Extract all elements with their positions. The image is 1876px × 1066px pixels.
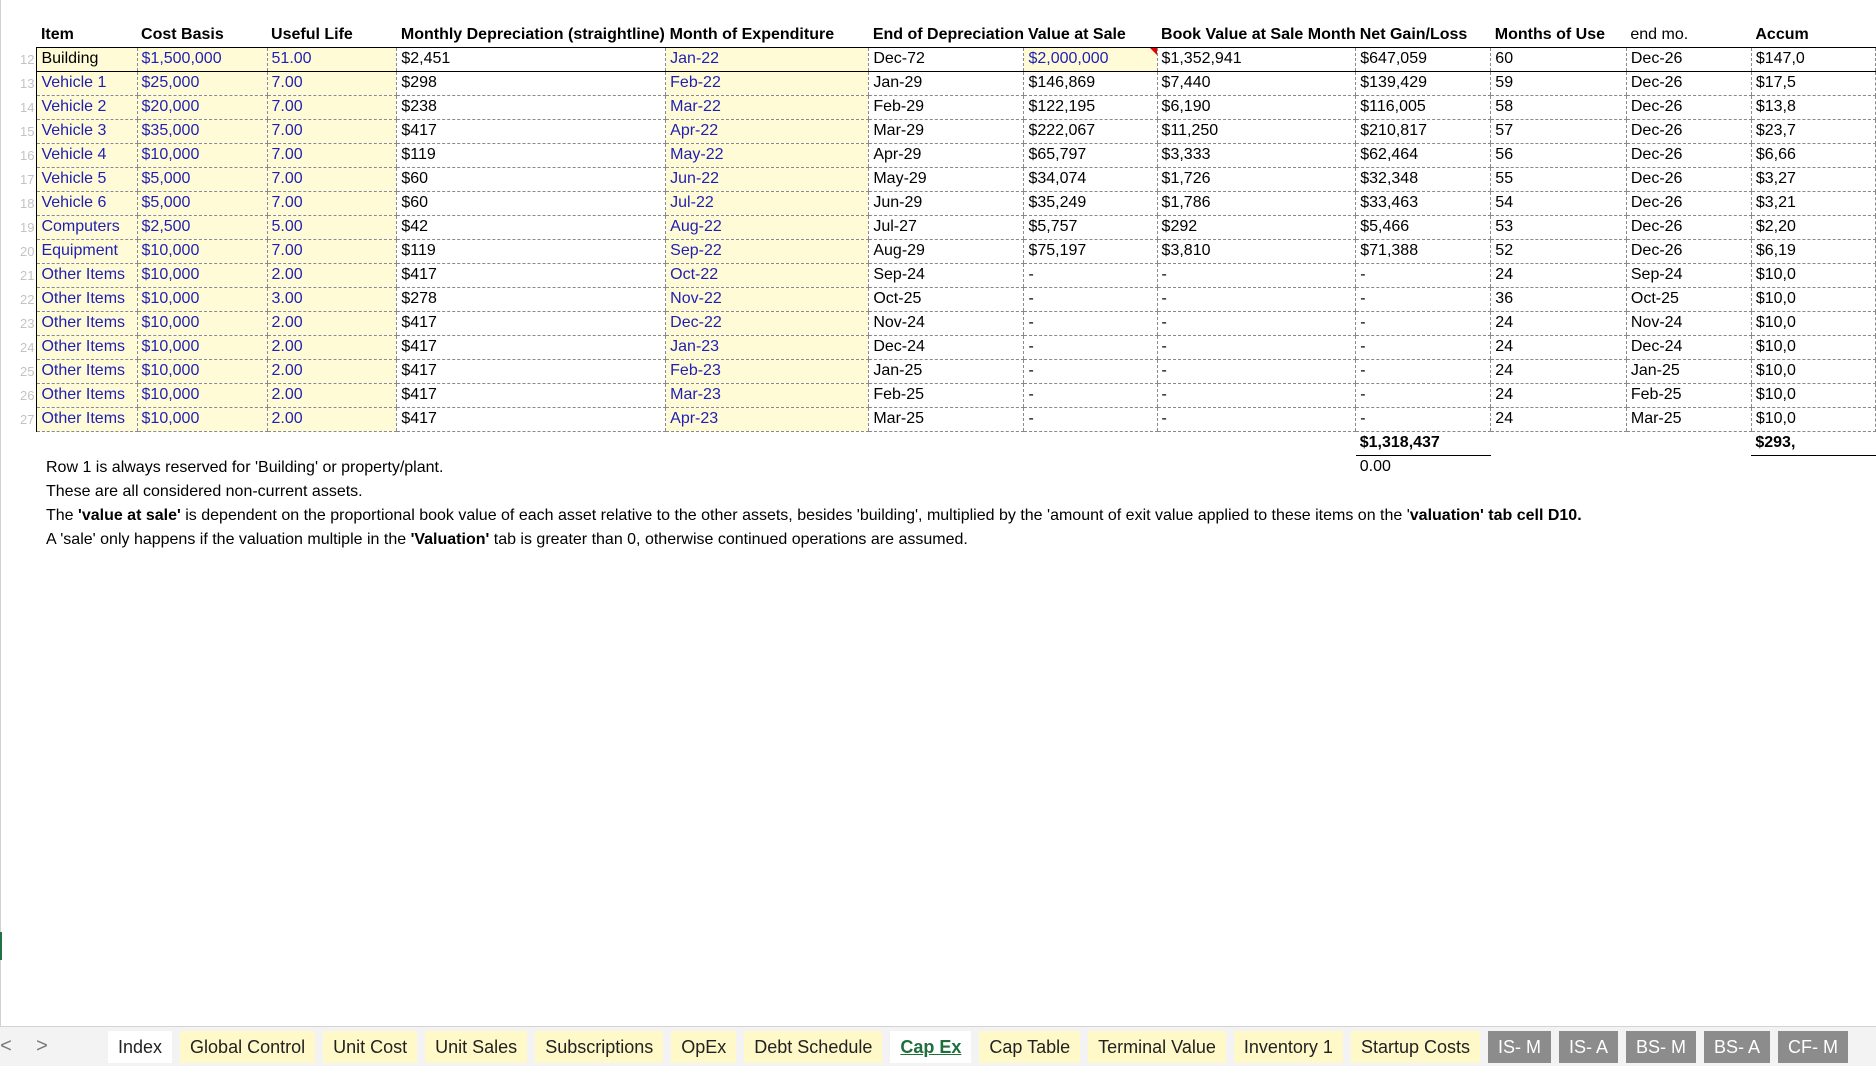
tab-unit-cost[interactable]: Unit Cost (323, 1031, 417, 1063)
note-line-3 (46, 507, 1582, 525)
cell-month-of-expenditure[interactable]: Apr-22 (666, 119, 869, 143)
cell-value-at-sale[interactable]: $5,757 (1024, 215, 1157, 239)
header-end-of-depreciation[interactable]: End of Depreciation (869, 23, 1024, 47)
cell-end-of-depreciation[interactable]: Apr-29 (869, 143, 1024, 167)
cell-useful-life[interactable]: 2.00 (267, 263, 397, 287)
cell-book-value-at-sale[interactable]: $11,250 (1157, 119, 1356, 143)
tab-scroll-left-button[interactable]: < (0, 1035, 12, 1057)
row-number: 18 (19, 195, 35, 211)
cell-book-value-at-sale[interactable]: $1,352,941 (1157, 47, 1356, 71)
cell-months-of-use[interactable]: 58 (1491, 95, 1627, 119)
cell-useful-life[interactable]: 2.00 (267, 407, 397, 431)
cell-monthly-depreciation[interactable]: $238 (397, 95, 666, 119)
cell-item[interactable]: Other Items (37, 383, 137, 407)
cell-months-of-use[interactable]: 56 (1491, 143, 1627, 167)
row-number (0, 431, 37, 455)
cell-end-of-depreciation[interactable]: May-29 (869, 167, 1024, 191)
cell-net-gain-loss[interactable]: $647,059 (1356, 47, 1491, 71)
total-empty-cell[interactable] (37, 431, 137, 455)
cell-end-month[interactable]: Jan-25 (1626, 359, 1751, 383)
table-row (0, 335, 1876, 359)
header-months-of-use[interactable]: Months of Use (1491, 23, 1627, 47)
cell-months-of-use[interactable]: 24 (1491, 359, 1627, 383)
cell-item[interactable]: Other Items (37, 407, 137, 431)
cell-month-of-expenditure[interactable]: Jan-23 (666, 335, 869, 359)
cell-value-at-sale[interactable]: - (1024, 359, 1157, 383)
total-empty-cell[interactable] (869, 431, 1024, 455)
cell-value-at-sale[interactable]: $2,000,000 (1024, 47, 1157, 71)
cell-monthly-depreciation[interactable]: $60 (397, 167, 666, 191)
cell-value-at-sale[interactable]: - (1024, 335, 1157, 359)
table-row (0, 95, 1876, 119)
table-row (0, 311, 1876, 335)
cell-cost-basis[interactable]: $35,000 (137, 119, 267, 143)
cell-book-value-at-sale[interactable]: - (1157, 311, 1356, 335)
cell-end-month[interactable]: Sep-24 (1626, 263, 1751, 287)
cell-net-gain-loss[interactable]: $62,464 (1356, 143, 1491, 167)
cell-book-value-at-sale[interactable]: - (1157, 407, 1356, 431)
cell-end-of-depreciation[interactable]: Dec-24 (869, 335, 1024, 359)
check-value[interactable]: 0.00 (1359, 458, 1391, 476)
cell-cost-basis[interactable]: $10,000 (137, 143, 267, 167)
cell-useful-life[interactable]: 7.00 (267, 239, 397, 263)
cell-book-value-at-sale[interactable]: - (1157, 287, 1356, 311)
row-number: 19 (19, 219, 35, 235)
cell-end-month[interactable]: Dec-26 (1626, 47, 1751, 71)
tab-index[interactable]: Index (108, 1031, 172, 1063)
capex-table (0, 23, 1876, 479)
cell-item[interactable]: Vehicle 4 (37, 143, 137, 167)
total-empty-cell[interactable] (137, 431, 267, 455)
cell-monthly-depreciation[interactable]: $417 (397, 383, 666, 407)
header-book-value-at-sale[interactable]: Book Value at Sale Month (1157, 23, 1356, 47)
note-4-part-a: A 'sale' only happens if the valuation multiple in the (46, 531, 411, 548)
cell-cost-basis[interactable]: $5,000 (137, 191, 267, 215)
cell-value-at-sale[interactable]: $122,195 (1024, 95, 1157, 119)
cell-accumulated[interactable]: $10,0 (1751, 311, 1875, 335)
total-empty-cell[interactable] (1626, 431, 1751, 455)
total-empty-cell[interactable] (267, 431, 397, 455)
row-number: 14 (19, 99, 35, 115)
table-row (0, 167, 1876, 191)
cell-end-month[interactable]: Dec-24 (1626, 335, 1751, 359)
cell-accumulated[interactable]: $3,21 (1751, 191, 1875, 215)
row-number (0, 23, 37, 47)
tab-bs-a[interactable]: BS- A (1704, 1031, 1770, 1063)
empty-cell[interactable] (1024, 455, 1157, 479)
cell-months-of-use[interactable]: 59 (1491, 71, 1627, 95)
cell-monthly-depreciation[interactable]: $417 (397, 359, 666, 383)
cell-end-of-depreciation[interactable]: Mar-29 (869, 119, 1024, 143)
cell-end-month[interactable]: Dec-26 (1626, 167, 1751, 191)
row-number: 26 (19, 387, 35, 403)
cell-month-of-expenditure[interactable]: Sep-22 (666, 239, 869, 263)
cell-months-of-use[interactable]: 24 (1491, 311, 1627, 335)
cell-value-at-sale[interactable]: $34,074 (1024, 167, 1157, 191)
sheet-tab-bar (0, 1026, 1876, 1066)
cell-month-of-expenditure[interactable]: Dec-22 (666, 311, 869, 335)
cell-book-value-at-sale[interactable]: $1,726 (1157, 167, 1356, 191)
cell-end-month[interactable]: Dec-26 (1626, 71, 1751, 95)
tab-cap-ex[interactable]: Cap Ex (890, 1031, 971, 1063)
cell-book-value-at-sale[interactable]: - (1157, 263, 1356, 287)
cell-month-of-expenditure[interactable]: Jan-22 (666, 47, 869, 71)
note-3-part-c: is dependent on the proportional book value of each asset relative to the other assets, besides 'building', multiplied by the 'amount of exit value applied to these items on the ' (180, 507, 1410, 524)
header-cost-basis[interactable]: Cost Basis (137, 23, 267, 47)
cell-value-at-sale[interactable]: $222,067 (1024, 119, 1157, 143)
cell-months-of-use[interactable]: 24 (1491, 407, 1627, 431)
row-number: 17 (19, 171, 35, 187)
cell-item[interactable]: Vehicle 6 (37, 191, 137, 215)
note-4-emphasis-valuation: 'Valuation' (410, 531, 490, 548)
cell-item[interactable]: Vehicle 3 (37, 119, 137, 143)
tab-global-control[interactable]: Global Control (180, 1031, 315, 1063)
tab-debt-schedule[interactable]: Debt Schedule (744, 1031, 882, 1063)
cell-accumulated[interactable]: $6,66 (1751, 143, 1875, 167)
note-3-emphasis-value-at-sale: 'value at sale' (78, 507, 181, 524)
header-monthly-depreciation[interactable]: Monthly Depreciation (straightline) (397, 23, 666, 47)
cell-item[interactable]: Equipment (37, 239, 137, 263)
cell-useful-life[interactable]: 7.00 (267, 143, 397, 167)
tab-is-a[interactable]: IS- A (1559, 1031, 1618, 1063)
cell-end-of-depreciation[interactable]: Jan-25 (869, 359, 1024, 383)
cell-monthly-depreciation[interactable]: $417 (397, 119, 666, 143)
table-row (0, 239, 1876, 263)
cell-monthly-depreciation[interactable]: $60 (397, 191, 666, 215)
cell-value-at-sale[interactable]: - (1024, 311, 1157, 335)
cell-cost-basis[interactable]: $5,000 (137, 167, 267, 191)
cell-accumulated[interactable]: $10,0 (1751, 359, 1875, 383)
cell-cost-basis[interactable]: $1,500,000 (137, 47, 267, 71)
cell-item[interactable]: Vehicle 2 (37, 95, 137, 119)
header-net-gain-loss[interactable]: Net Gain/Loss (1356, 23, 1491, 47)
cell-item[interactable]: Other Items (37, 359, 137, 383)
cell-months-of-use[interactable]: 53 (1491, 215, 1627, 239)
row-number: 16 (19, 147, 35, 163)
totals-row (0, 431, 1876, 455)
note-3-emphasis-valuation-cell: valuation' tab cell D10. (1409, 507, 1582, 524)
cell-useful-life[interactable]: 3.00 (267, 287, 397, 311)
cell-useful-life[interactable]: 7.00 (267, 71, 397, 95)
cell-item[interactable]: Vehicle 1 (37, 71, 137, 95)
header-item[interactable]: Item (37, 23, 137, 47)
cell-accumulated[interactable]: $10,0 (1751, 407, 1875, 431)
cell-item[interactable]: Other Items (37, 311, 137, 335)
cell-useful-life[interactable]: 7.00 (267, 119, 397, 143)
cell-cost-basis[interactable]: $2,500 (137, 215, 267, 239)
tab-bs-m[interactable]: BS- M (1626, 1031, 1696, 1063)
cell-month-of-expenditure[interactable]: Aug-22 (666, 215, 869, 239)
table-row (0, 143, 1876, 167)
tab-unit-sales[interactable]: Unit Sales (425, 1031, 527, 1063)
cell-monthly-depreciation[interactable]: $417 (397, 263, 666, 287)
cell-end-of-depreciation[interactable]: Feb-29 (869, 95, 1024, 119)
cell-accumulated[interactable]: $23,7 (1751, 119, 1875, 143)
note-line-2: These are all considered non-current assets. (46, 483, 363, 500)
cell-book-value-at-sale[interactable]: - (1157, 335, 1356, 359)
cell-accumulated[interactable]: $2,20 (1751, 215, 1875, 239)
cell-end-of-depreciation[interactable]: Mar-25 (869, 407, 1024, 431)
cell-month-of-expenditure[interactable]: Jun-22 (666, 167, 869, 191)
table-row (0, 71, 1876, 95)
cell-item[interactable]: Vehicle 5 (37, 167, 137, 191)
cell-useful-life[interactable]: 2.00 (267, 311, 397, 335)
cell-value-at-sale[interactable]: $35,249 (1024, 191, 1157, 215)
cell-value-at-sale[interactable]: $146,869 (1024, 71, 1157, 95)
cell-cost-basis[interactable]: $10,000 (137, 335, 267, 359)
tab-is-m[interactable]: IS- M (1488, 1031, 1551, 1063)
cell-value-at-sale[interactable]: - (1024, 263, 1157, 287)
table-row (0, 215, 1876, 239)
cell-monthly-depreciation[interactable]: $2,451 (397, 47, 666, 71)
note-line-1: Row 1 is always reserved for 'Building' or property/plant. (46, 459, 444, 476)
tab-cf-m[interactable]: CF- M (1778, 1031, 1848, 1063)
cell-monthly-depreciation[interactable]: $278 (397, 287, 666, 311)
cell-months-of-use[interactable]: 24 (1491, 335, 1627, 359)
cell-cost-basis[interactable]: $10,000 (137, 407, 267, 431)
cell-months-of-use[interactable]: 60 (1491, 47, 1627, 71)
table-row (0, 191, 1876, 215)
cell-month-of-expenditure[interactable]: Oct-22 (666, 263, 869, 287)
row-number: 23 (19, 315, 35, 331)
cell-end-month[interactable]: Dec-26 (1626, 239, 1751, 263)
row-number: 21 (19, 267, 35, 283)
cell-useful-life[interactable]: 7.00 (267, 191, 397, 215)
cell-accumulated[interactable]: $13,8 (1751, 95, 1875, 119)
empty-cell[interactable] (1626, 455, 1751, 479)
total-empty-cell[interactable] (1024, 431, 1157, 455)
cell-book-value-at-sale[interactable]: $6,190 (1157, 95, 1356, 119)
total-net-gain[interactable]: $1,318,437 (1356, 431, 1491, 455)
row-number: 15 (19, 123, 35, 139)
table-row (0, 47, 1876, 71)
row-number: 13 (19, 75, 35, 91)
cell-end-month[interactable]: Dec-26 (1626, 191, 1751, 215)
cell-net-gain-loss[interactable]: $32,348 (1356, 167, 1491, 191)
cell-book-value-at-sale[interactable]: $3,810 (1157, 239, 1356, 263)
cell-cost-basis[interactable]: $10,000 (137, 263, 267, 287)
cell-end-month[interactable]: Dec-26 (1626, 95, 1751, 119)
cell-value-at-sale[interactable]: - (1024, 287, 1157, 311)
row-number: 24 (19, 339, 35, 355)
cell-accumulated[interactable]: $6,19 (1751, 239, 1875, 263)
cell-end-month[interactable]: Dec-26 (1626, 119, 1751, 143)
cell-accumulated[interactable]: $10,0 (1751, 335, 1875, 359)
cell-months-of-use[interactable]: 52 (1491, 239, 1627, 263)
row-number: 22 (19, 291, 35, 307)
cell-accumulated[interactable]: $10,0 (1751, 263, 1875, 287)
empty-cell[interactable] (666, 455, 869, 479)
row-number: 27 (19, 411, 35, 427)
cell-net-gain-loss[interactable]: $116,005 (1356, 95, 1491, 119)
cell-useful-life[interactable]: 51.00 (267, 47, 397, 71)
table-row (0, 383, 1876, 407)
cell-end-month[interactable]: Nov-24 (1626, 311, 1751, 335)
cell-useful-life[interactable]: 7.00 (267, 167, 397, 191)
cell-net-gain-loss[interactable]: $71,388 (1356, 239, 1491, 263)
cell-useful-life[interactable]: 7.00 (267, 95, 397, 119)
cell-end-of-depreciation[interactable]: Jul-27 (869, 215, 1024, 239)
tab-opex[interactable]: OpEx (671, 1031, 736, 1063)
cell-cost-basis[interactable]: $10,000 (137, 239, 267, 263)
cell-net-gain-loss[interactable]: - (1356, 311, 1491, 335)
cell-end-of-depreciation[interactable]: Dec-72 (869, 47, 1024, 71)
cell-useful-life[interactable]: 2.00 (267, 335, 397, 359)
cell-cost-basis[interactable]: $20,000 (137, 95, 267, 119)
note-3-part-a: The (46, 507, 79, 524)
total-empty-cell[interactable] (666, 431, 869, 455)
cell-cost-basis[interactable]: $10,000 (137, 383, 267, 407)
total-empty-cell[interactable] (397, 431, 666, 455)
cell-months-of-use[interactable]: 55 (1491, 167, 1627, 191)
tab-inventory-1[interactable]: Inventory 1 (1234, 1031, 1343, 1063)
cell-book-value-at-sale[interactable]: $1,786 (1157, 191, 1356, 215)
selection-marker (0, 932, 2, 960)
header-row (0, 23, 1876, 47)
row-number: 12 (19, 51, 35, 67)
empty-cell[interactable] (1491, 455, 1627, 479)
cell-monthly-depreciation[interactable]: $298 (397, 71, 666, 95)
cell-end-month[interactable]: Dec-26 (1626, 215, 1751, 239)
cell-end-of-depreciation[interactable]: Sep-24 (869, 263, 1024, 287)
sheet-tabs (108, 1031, 1856, 1063)
cell-item[interactable]: Other Items (37, 263, 137, 287)
cell-cost-basis[interactable]: $10,000 (137, 311, 267, 335)
cell-accumulated[interactable]: $10,0 (1751, 383, 1875, 407)
cell-end-month[interactable]: Dec-26 (1626, 143, 1751, 167)
cell-net-gain-loss[interactable]: $139,429 (1356, 71, 1491, 95)
cell-monthly-depreciation[interactable]: $417 (397, 407, 666, 431)
cell-cost-basis[interactable]: $10,000 (137, 359, 267, 383)
header-value-at-sale[interactable]: Value at Sale (1024, 23, 1157, 47)
cell-end-of-depreciation[interactable]: Jan-29 (869, 71, 1024, 95)
cell-month-of-expenditure[interactable]: Nov-22 (666, 287, 869, 311)
cell-monthly-depreciation[interactable]: $119 (397, 143, 666, 167)
cell-end-of-depreciation[interactable]: Feb-25 (869, 383, 1024, 407)
cell-net-gain-loss[interactable]: - (1356, 359, 1491, 383)
tab-cap-table[interactable]: Cap Table (979, 1031, 1080, 1063)
cell-item[interactable]: Building (37, 47, 137, 71)
cell-accumulated[interactable]: $3,27 (1751, 167, 1875, 191)
header-end-month[interactable]: end mo. (1626, 23, 1751, 47)
comment-indicator-icon[interactable] (1150, 48, 1157, 55)
cell-end-month[interactable]: Mar-25 (1626, 407, 1751, 431)
cell-months-of-use[interactable]: 24 (1491, 263, 1627, 287)
cell-value-at-sale[interactable]: $65,797 (1024, 143, 1157, 167)
cell-net-gain-loss[interactable]: $210,817 (1356, 119, 1491, 143)
empty-cell[interactable] (1751, 455, 1875, 479)
table-row (0, 359, 1876, 383)
total-accumulated[interactable]: $293, (1751, 431, 1875, 455)
cell-book-value-at-sale[interactable]: - (1157, 383, 1356, 407)
cell-cost-basis[interactable]: $10,000 (137, 287, 267, 311)
note-4-part-c: tab is greater than 0, otherwise continued operations are assumed. (489, 531, 968, 548)
cell-value-at-sale[interactable]: - (1024, 407, 1157, 431)
cell-net-gain-loss[interactable]: - (1356, 383, 1491, 407)
row-number: 25 (19, 363, 35, 379)
cell-item[interactable]: Other Items (37, 335, 137, 359)
table-row (0, 119, 1876, 143)
cell-month-of-expenditure[interactable]: May-22 (666, 143, 869, 167)
cell-useful-life[interactable]: 2.00 (267, 359, 397, 383)
cell-net-gain-loss[interactable]: - (1356, 263, 1491, 287)
cell-cost-basis[interactable]: $25,000 (137, 71, 267, 95)
cell-month-of-expenditure[interactable]: Apr-23 (666, 407, 869, 431)
cell-end-of-depreciation[interactable]: Jun-29 (869, 191, 1024, 215)
table-row (0, 287, 1876, 311)
cell-months-of-use[interactable]: 54 (1491, 191, 1627, 215)
cell-item[interactable]: Computers (37, 215, 137, 239)
cell-end-month[interactable]: Feb-25 (1626, 383, 1751, 407)
tab-startup-costs[interactable]: Startup Costs (1351, 1031, 1480, 1063)
cell-item[interactable]: Other Items (37, 287, 137, 311)
tab-scroll-right-button[interactable]: > (36, 1035, 48, 1057)
cell-useful-life[interactable]: 5.00 (267, 215, 397, 239)
cell-value-at-sale[interactable]: - (1024, 383, 1157, 407)
cell-months-of-use[interactable]: 24 (1491, 383, 1627, 407)
total-empty-cell[interactable] (1491, 431, 1627, 455)
cell-months-of-use[interactable]: 57 (1491, 119, 1627, 143)
header-useful-life[interactable]: Useful Life (267, 23, 397, 47)
cell-book-value-at-sale[interactable]: $292 (1157, 215, 1356, 239)
cell-net-gain-loss[interactable]: - (1356, 335, 1491, 359)
table-row (0, 407, 1876, 431)
cell-month-of-expenditure[interactable]: Mar-22 (666, 95, 869, 119)
note-line-4 (46, 531, 968, 549)
row-number (0, 455, 37, 479)
header-month-of-expenditure[interactable]: Month of Expenditure (666, 23, 869, 47)
cell-monthly-depreciation[interactable]: $417 (397, 311, 666, 335)
cell-end-month[interactable]: Oct-25 (1626, 287, 1751, 311)
tab-subscriptions[interactable]: Subscriptions (535, 1031, 663, 1063)
cell-book-value-at-sale[interactable]: $7,440 (1157, 71, 1356, 95)
cell-accumulated[interactable]: $147,0 (1751, 47, 1875, 71)
cell-accumulated[interactable]: $17,5 (1751, 71, 1875, 95)
cell-monthly-depreciation[interactable]: $417 (397, 335, 666, 359)
cell-end-of-depreciation[interactable]: Oct-25 (869, 287, 1024, 311)
row-number: 20 (19, 243, 35, 259)
cell-net-gain-loss[interactable]: - (1356, 287, 1491, 311)
empty-cell[interactable] (869, 455, 1024, 479)
cell-end-of-depreciation[interactable]: Nov-24 (869, 311, 1024, 335)
cell-book-value-at-sale[interactable]: - (1157, 359, 1356, 383)
cell-useful-life[interactable]: 2.00 (267, 383, 397, 407)
cell-net-gain-loss[interactable]: $33,463 (1356, 191, 1491, 215)
cell-net-gain-loss[interactable]: $5,466 (1356, 215, 1491, 239)
cell-value-at-sale[interactable]: $75,197 (1024, 239, 1157, 263)
header-accumulated[interactable]: Accum (1751, 23, 1875, 47)
empty-cell[interactable] (1157, 455, 1356, 479)
total-empty-cell[interactable] (1157, 431, 1356, 455)
cell-accumulated[interactable]: $10,0 (1751, 287, 1875, 311)
table-row (0, 263, 1876, 287)
cell-end-of-depreciation[interactable]: Aug-29 (869, 239, 1024, 263)
cell-month-of-expenditure[interactable]: Feb-23 (666, 359, 869, 383)
tab-terminal-value[interactable]: Terminal Value (1088, 1031, 1226, 1063)
cell-net-gain-loss[interactable]: - (1356, 407, 1491, 431)
cell-month-of-expenditure[interactable]: Feb-22 (666, 71, 869, 95)
cell-month-of-expenditure[interactable]: Mar-23 (666, 383, 869, 407)
cell-monthly-depreciation[interactable]: $119 (397, 239, 666, 263)
cell-months-of-use[interactable]: 36 (1491, 287, 1627, 311)
cell-book-value-at-sale[interactable]: $3,333 (1157, 143, 1356, 167)
cell-monthly-depreciation[interactable]: $42 (397, 215, 666, 239)
cell-month-of-expenditure[interactable]: Jul-22 (666, 191, 869, 215)
